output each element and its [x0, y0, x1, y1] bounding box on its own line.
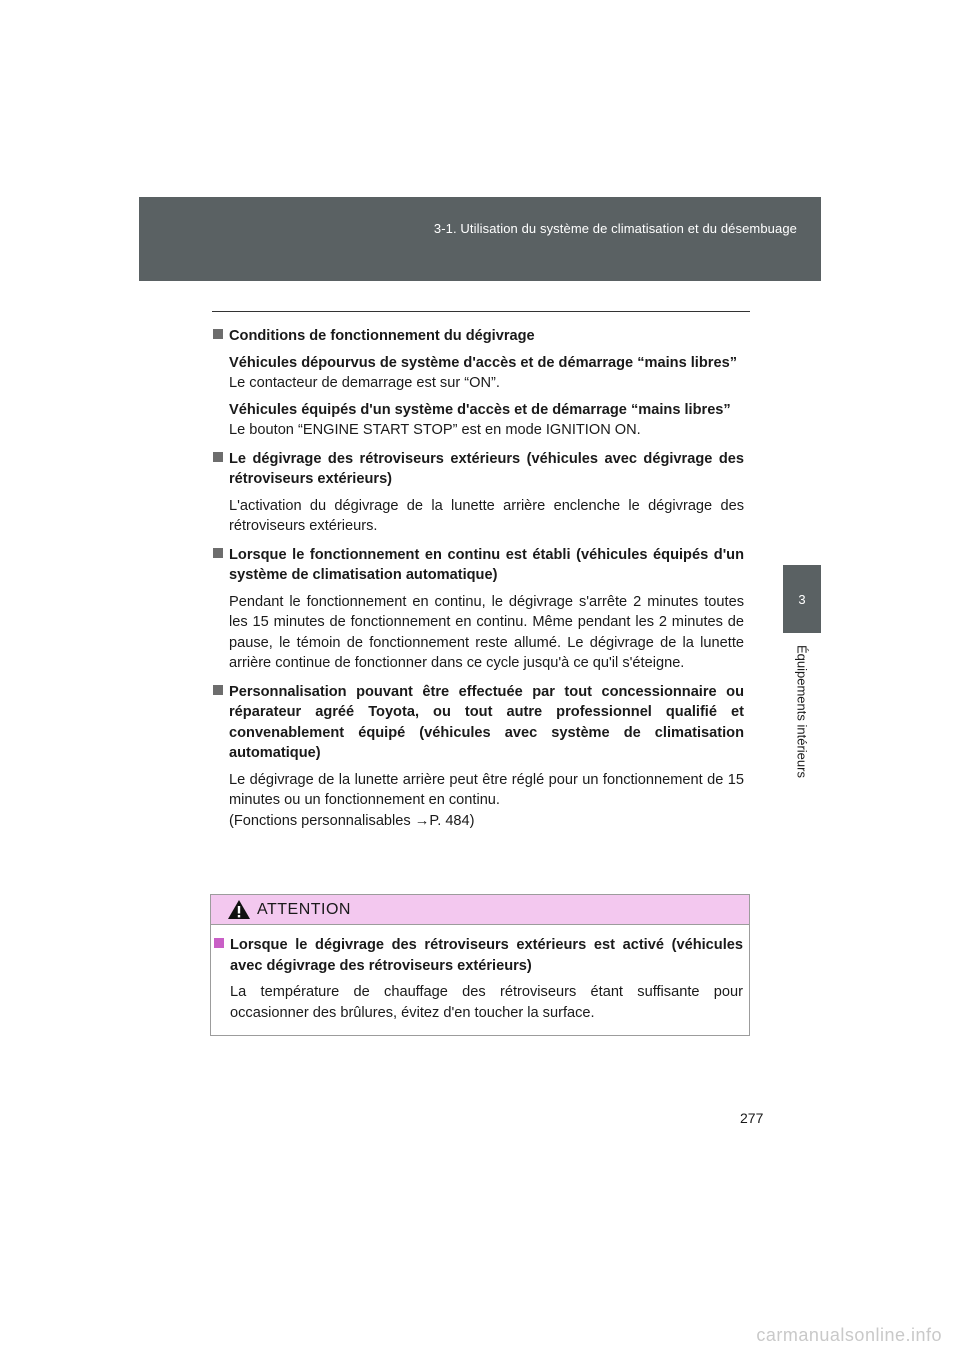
attention-item [214, 935, 743, 1023]
item-text [229, 770, 744, 832]
square-bullet-icon [213, 329, 223, 339]
condition-heading: Véhicules équipés d'un système d'accès et de démarrage “mains libres” [229, 401, 731, 418]
chapter-number: 3 [798, 591, 806, 607]
attention-item-text: La température de chauffage des rétroviseurs étant suffisante pour occasionner des brûlures, évitez d'en toucher la surface. [230, 984, 743, 1021]
warning-triangle-icon [227, 899, 251, 920]
item-text: L'activation du dégivrage de la lunette arrière enclenche le dégivrage des rétroviseurs extérieurs. [229, 497, 744, 534]
item-title: Le dégivrage des rétroviseurs extérieurs (véhicules avec dégivrage des rétroviseurs extérieurs) [229, 450, 744, 487]
attention-item-title: Lorsque le dégivrage des rétroviseurs extérieurs est activé (véhicules avec dégivrage des rétroviseurs extérieurs) [230, 937, 743, 974]
square-bullet-icon [214, 938, 224, 948]
square-bullet-icon [213, 452, 223, 462]
section-title: 3-1. Utilisation du système de climatisation et du désembuage [433, 221, 797, 236]
condition-heading: Véhicules dépourvus de système d'accès et de démarrage “mains libres” [229, 354, 737, 371]
page-number: 277 [740, 1110, 764, 1126]
info-item-customization [213, 682, 744, 832]
main-content [213, 326, 744, 839]
chapter-side-label [783, 645, 821, 845]
page-reference: (Fonctions personnalisables →P. 484) [229, 812, 475, 829]
item-text-body: Le dégivrage de la lunette arrière peut être réglé pour un fonctionnement de 15 minutes ou un fonctionnement en continu. [229, 771, 744, 808]
info-item-continuous [213, 545, 744, 674]
info-item-mirrors [213, 449, 744, 537]
watermark: carmanualsonline.info [756, 1325, 942, 1345]
item-title: Lorsque le fonctionnement en continu est établi (véhicules équipés d'un système de climatisation automatique) [229, 546, 744, 583]
info-item-conditions [213, 326, 744, 441]
square-bullet-icon [213, 548, 223, 558]
item-title: Personnalisation pouvant être effectuée par tout concessionnaire ou réparateur agréé Toyota, ou tout autre professionnel qualifié et convenablement équipé (véhicules avec système de climatisation automatique) [229, 683, 744, 761]
condition-block [229, 400, 744, 441]
chapter-tab [783, 565, 821, 633]
item-text: Pendant le fonctionnement en continu, le dégivrage s'arrête 2 minutes toutes les 15 minutes de fonctionnement en continu. Même pendant les 2 minutes de pause, le témoin de fonctionnement reste allumé. Le dégivrage de la lunette arrière continue de fonctionner dans ce cycle jusqu'à ce qu'il s'éteigne. [229, 593, 744, 671]
chapter-label: Équipements intérieurs [794, 645, 810, 778]
condition-text: Le bouton “ENGINE START STOP” est en mode IGNITION ON. [229, 422, 641, 438]
attention-box [210, 894, 750, 1036]
condition-text: Le contacteur de demarrage est sur “ON”. [229, 375, 500, 391]
section-header-band [139, 197, 821, 281]
square-bullet-icon [213, 685, 223, 695]
attention-body [211, 925, 749, 1023]
attention-title: ATTENTION [257, 900, 351, 918]
attention-header [211, 895, 749, 925]
top-rule [212, 311, 750, 312]
item-title: Conditions de fonctionnement du dégivrage [229, 328, 535, 344]
condition-block [229, 353, 744, 394]
